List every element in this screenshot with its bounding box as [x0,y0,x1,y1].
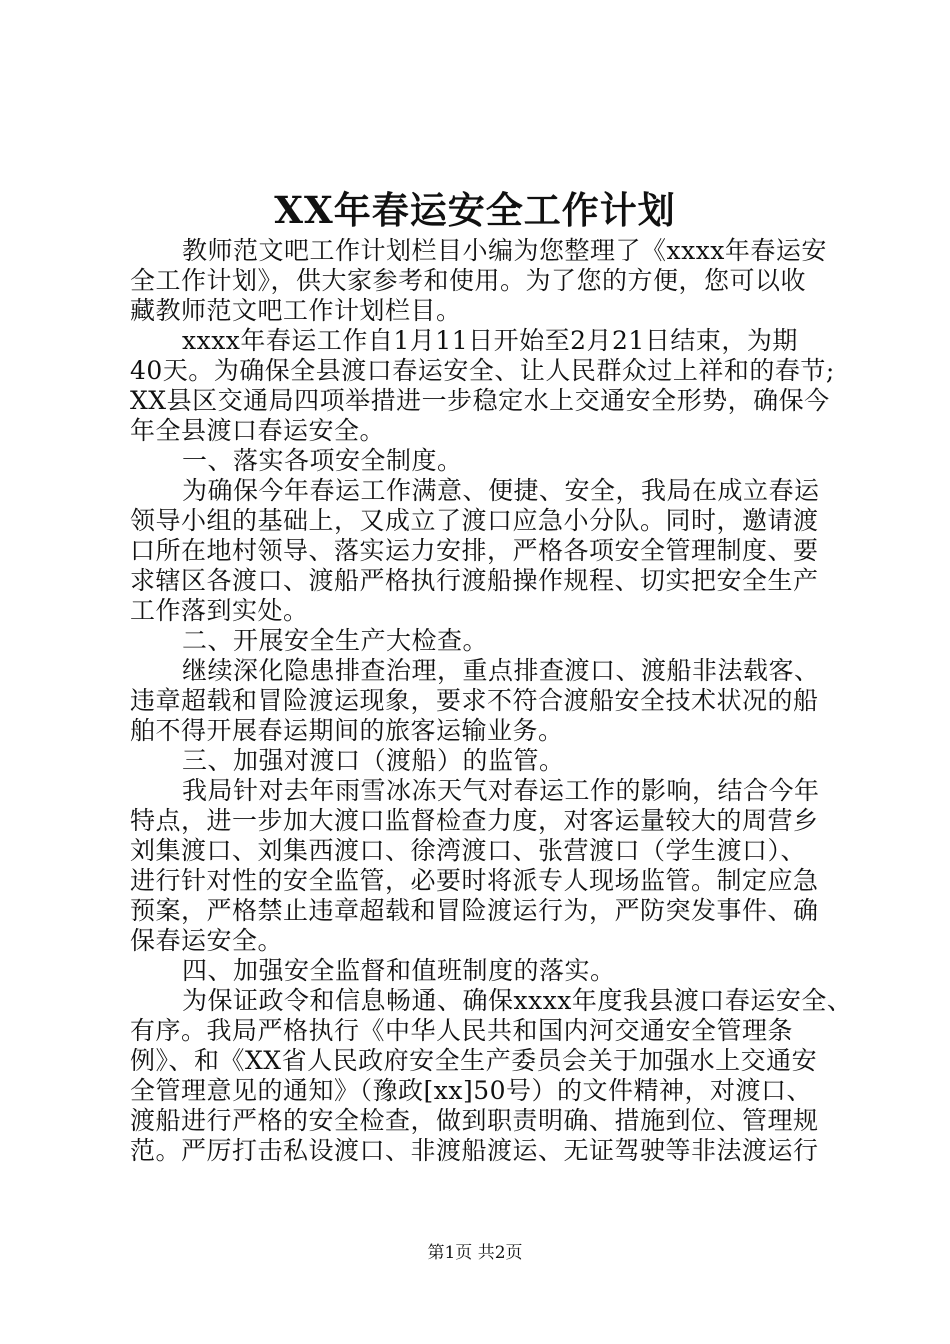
paragraph-line: 全工作计划》，供大家参考和使用。为了您的方便，您可以收 [130,266,807,295]
paragraph-line: 全管理意见的通知》（豫政[xx]50号）的文件精神，对渡口、 [130,1076,813,1105]
paragraph-line: 藏教师范文吧工作计划栏目。 [130,296,462,325]
paragraph-line: 教师范文吧工作计划栏目小编为您整理了《xxxx年春运安 [182,236,827,265]
paragraph-line: 求辖区各渡口、渡船严格执行渡船操作规程、切实把安全生产 [130,566,819,595]
paragraph-line: 工作落到实处。 [130,596,309,625]
paragraph-line: XX县区交通局四项举措进一步稳定水上交通安全形势，确保今 [130,386,830,415]
paragraph-line: 为确保今年春运工作满意、便捷、安全，我局在成立春运 [182,476,820,505]
paragraph-line: 舶不得开展春运期间的旅客运输业务。 [130,716,564,745]
section-heading: 四、加强安全监督和值班制度的落实。 [182,956,616,985]
paragraph-line: 渡船进行严格的安全检查，做到职责明确、措施到位、管理规 [130,1106,819,1135]
paragraph-line: 我局针对去年雨雪冰冻天气对春运工作的影响，结合今年 [182,776,820,805]
paragraph-line: 刘集渡口、刘集西渡口、徐湾渡口、张营渡口（学生渡口）、 [130,836,807,865]
document-body [130,236,853,1166]
paragraph-line: 继续深化隐患排查治理，重点排查渡口、渡船非法载客、 [182,656,820,685]
paragraph-line: 特点，进一步加大渡口监督检查力度，对客运量较大的周营乡 [130,806,819,835]
paragraph-line: 为保证政令和信息畅通、确保xxxx年度我县渡口春运安全、 [182,986,853,1015]
paragraph-line: 违章超载和冒险渡运现象，要求不符合渡船安全技术状况的船 [130,686,819,715]
paragraph-line: 预案，严格禁止违章超载和冒险渡运行为，严防突发事件、确 [130,896,819,925]
section-heading: 三、加强对渡口（渡船）的监管。 [182,746,565,775]
paragraph-line: 口所在地村领导、落实运力安排，严格各项安全管理制度、要 [130,536,819,565]
paragraph-line: 领导小组的基础上，又成立了渡口应急小分队。同时，邀请渡 [130,506,819,535]
paragraph-line: 年全县渡口春运安全。 [130,416,386,445]
paragraph-line: 有序。我局严格执行《中华人民共和国内河交通安全管理条 [130,1016,794,1045]
paragraph-line: 范。严厉打击私设渡口、非渡船渡运、无证驾驶等非法渡运行 [130,1136,819,1165]
section-heading: 一、落实各项安全制度。 [182,446,463,475]
document-title: XX年春运安全工作计划 [274,188,676,232]
paragraph-line: 例》、和《XX省人民政府安全生产委员会关于加强水上交通安 [130,1046,818,1075]
section-heading: 二、开展安全生产大检查。 [182,626,489,655]
paragraph-line: 保春运安全。 [130,926,284,955]
paragraph-line: 进行针对性的安全监管，必要时将派专人现场监管。制定应急 [130,866,819,895]
paragraph-line: 40天。为确保全县渡口春运安全、让人民群众过上祥和的春节; [130,356,835,385]
paragraph-line: xxxx年春运工作自1月11日开始至2月21日结束，为期 [182,326,798,355]
page-footer: 第1页 共2页 [427,1243,523,1263]
